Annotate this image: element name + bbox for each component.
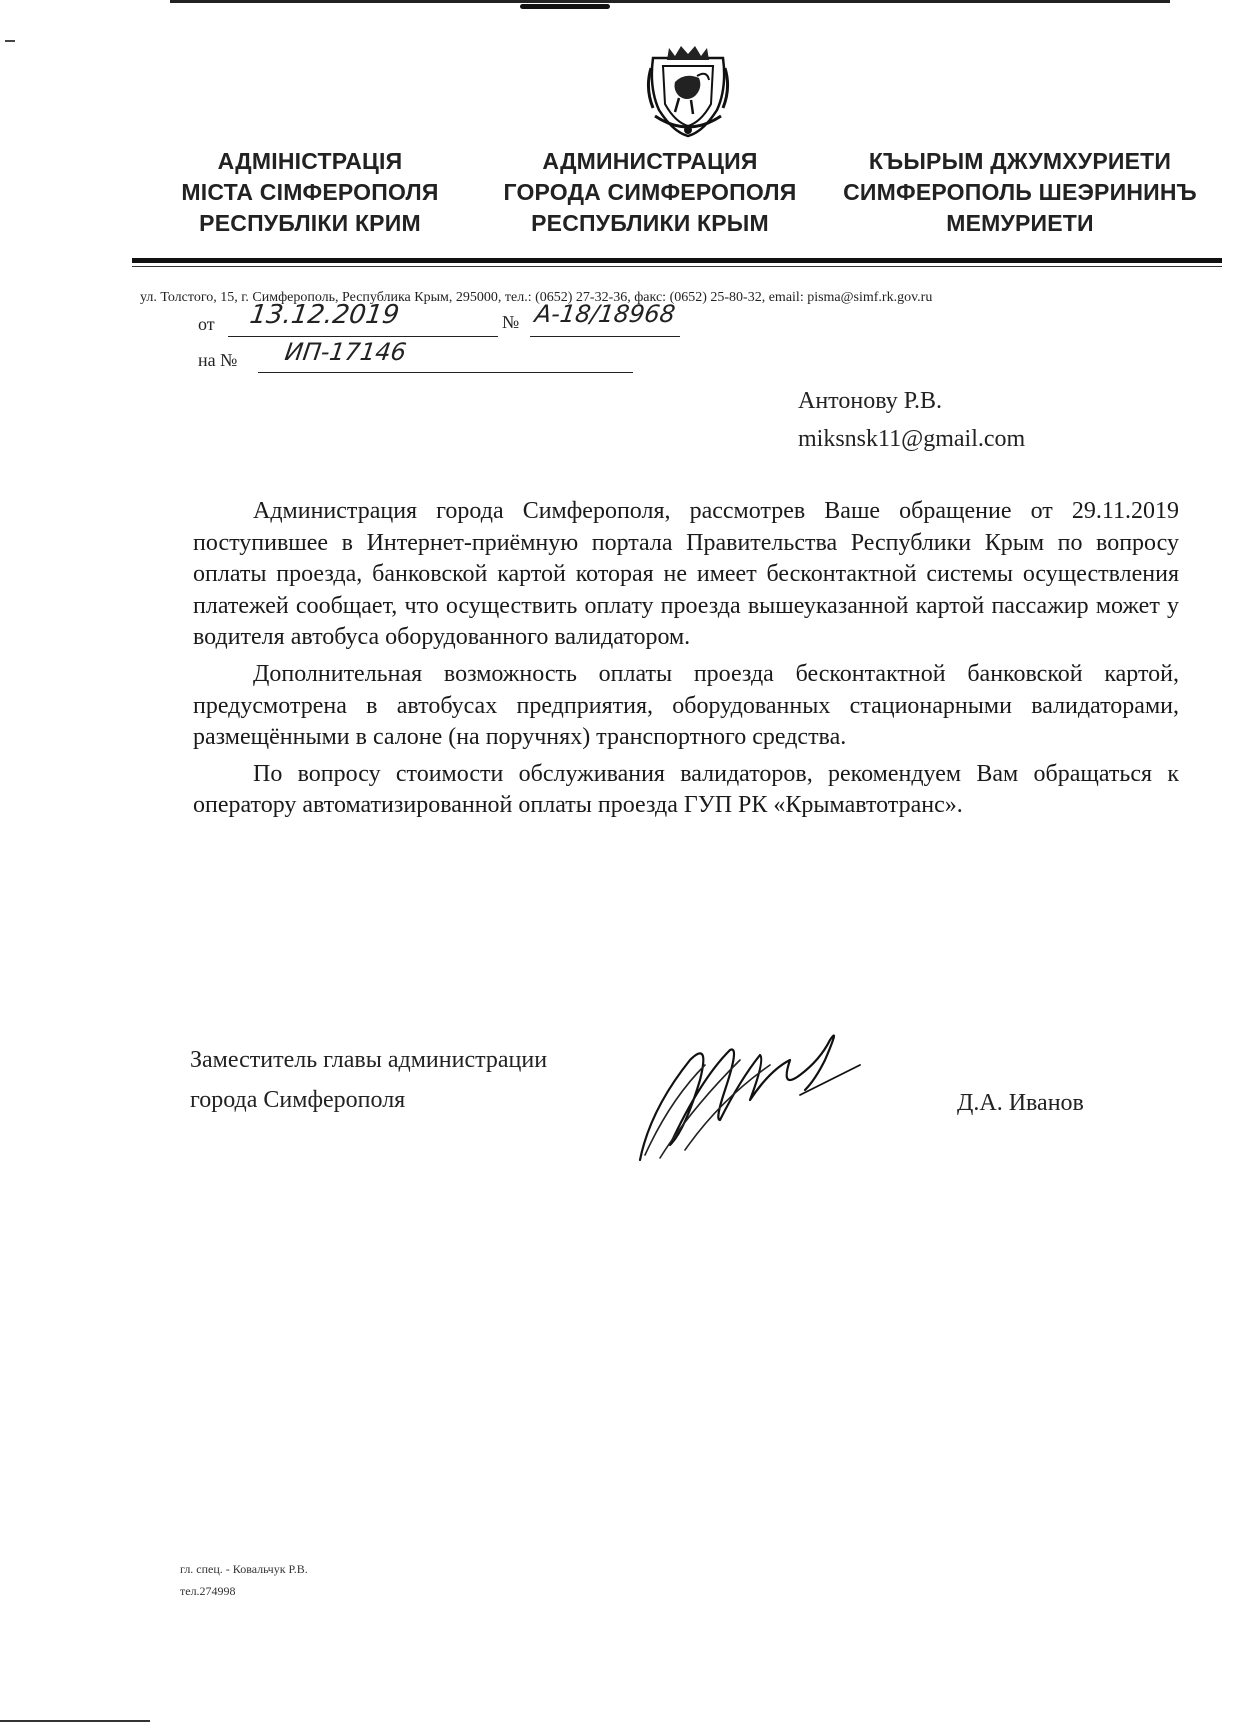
header-divider-thick [132, 258, 1222, 263]
handwritten-signature-icon [630, 1020, 870, 1165]
scan-edge-line [170, 0, 1170, 3]
header-ukrainian-line: АДМІНІСТРАЦІЯ [217, 148, 403, 174]
body-paragraph: Администрация города Симферополя, рассмотрев Ваше обращение от 29.11.2019 поступившее в Интернет-приёмную портала Правительства Республики Крым по вопросу оплаты проезда, банковской картой которая не имеет бесконтактной системы осуществления платежей сообщает, что осуществить оплату проезда вышеуказанной картой пассажир может у водителя автобуса оборудованного валидатором. [193, 498, 1179, 651]
reply-to-underline [258, 372, 633, 373]
header-crimean-tatar-line: СИМФЕРОПОЛЬ ШЕЭРИНИНЪ [843, 179, 1197, 205]
header-crimean-tatar-line: МЕМУРИЕТИ [946, 210, 1094, 236]
header-russian-line: АДМИНИСТРАЦИЯ [542, 148, 758, 174]
header-ukrainian [150, 146, 470, 239]
header-russian [480, 146, 820, 239]
signatory-title [190, 1040, 547, 1120]
letter-body [193, 496, 1179, 827]
recipient-email: miksnsk11@gmail.com [798, 426, 1026, 452]
number-underline [530, 336, 680, 337]
header-russian-line: РЕСПУБЛИКИ КРЫМ [531, 210, 769, 236]
header-ukrainian-line: РЕСПУБЛІКИ КРИМ [199, 210, 421, 236]
date-value: 13.12.2019 [247, 300, 401, 330]
scan-edge-mark [520, 4, 610, 9]
body-paragraph: По вопросу стоимости обслуживания валидаторов, рекомендуем Вам обращаться к оператору автоматизированной оплаты проезда ГУП РК «Крымавтотранс». [193, 760, 1179, 819]
signatory-title-line: Заместитель главы администрации [190, 1047, 548, 1073]
header-russian-line: ГОРОДА СИМФЕРОПОЛЯ [503, 179, 797, 205]
body-paragraph: Дополнительная возможность оплаты проезда бесконтактной банковской картой, предусмотрена в автобусах предприятия, оборудованных стационарными валидаторами, размещёнными в салоне (на поручнях) транспортного средства. [193, 660, 1179, 751]
signatory-title-line: города Симферополя [190, 1087, 406, 1113]
scan-edge-line-bottom [0, 1720, 150, 1722]
executor-info [180, 1558, 308, 1602]
number-value: А-18/18968 [533, 300, 678, 328]
reply-to-label: на № [198, 350, 238, 370]
crimea-coat-of-arms-icon [645, 38, 731, 138]
header-ukrainian-line: МІСТА СІМФЕРОПОЛЯ [181, 179, 439, 205]
address-line: ул. Толстого, 15, г. Симферополь, Республика Крым, 295000, тел.: (0652) 27-32-36, факс: (0652) 25-80-32, email: pisma@simf.rk.gov.ru [140, 290, 933, 305]
date-underline [228, 336, 498, 337]
number-label: № [502, 312, 520, 332]
header-crimean-tatar-line: КЪЫРЫМ ДЖУМХУРИЕТИ [868, 148, 1172, 174]
recipient-name: Антонову Р.В. [798, 388, 943, 414]
date-label: от [198, 314, 215, 334]
scan-margin-mark [5, 40, 15, 42]
header-crimean-tatar [830, 146, 1210, 239]
header-divider-thin [132, 266, 1222, 267]
reply-to-value: ИП-17146 [283, 338, 408, 366]
executor-name: гл. спец. - Ковальчук Р.В. [180, 1562, 308, 1576]
executor-phone: тел.274998 [180, 1584, 236, 1598]
signatory-name: Д.А. Иванов [957, 1090, 1084, 1116]
